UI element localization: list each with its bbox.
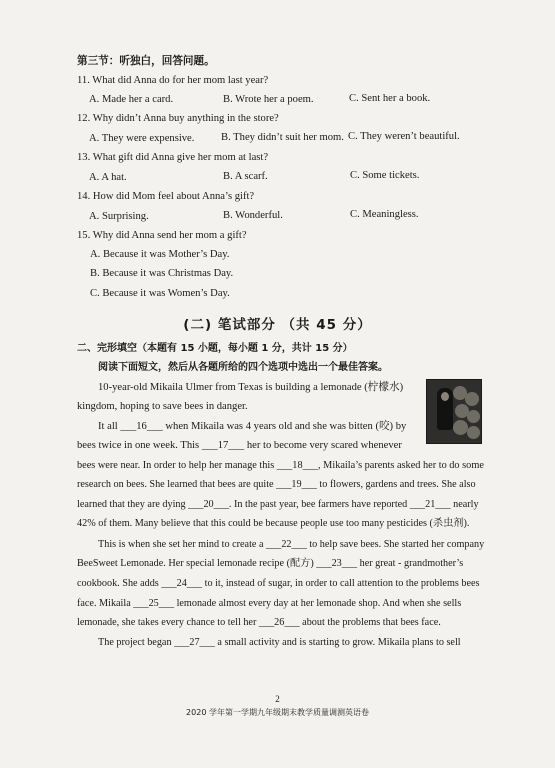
q12-option-a: A. They were expensive.: [89, 133, 195, 144]
lemonade-girl-photo: [426, 379, 482, 444]
passage-line: It all ___16___ when Mikaila was 4 years old and she was bitten (咬) by: [98, 421, 407, 432]
passage-line: face. Mikaila ___25___ lemonade almost every day at her lemonade shop. And when she sells: [77, 598, 462, 609]
q15-option-c: C. Because it was Women’s Day.: [90, 288, 230, 299]
passage-line: lemonade, she takes every chance to tell her ___26___ about the problems that bees face.: [77, 617, 441, 628]
page-number: 2: [275, 694, 280, 704]
q14-option-b: B. Wonderful.: [223, 210, 283, 221]
q13-option-b: B. A scarf.: [223, 171, 268, 182]
q11-option-a: A. Made her a card.: [89, 94, 174, 105]
question-11: 11. What did Anna do for her mom last year?: [77, 75, 269, 86]
cloze-instruction: 阅读下面短文，然后从各题所给的四个选项中选出一个最佳答案。: [98, 362, 388, 373]
written-section-title: (二) 笔试部分 （共 45 分）: [183, 317, 372, 333]
q13-option-a: A. A hat.: [89, 172, 127, 183]
passage-line: learned that they are dying ___20___. In the past year, bee farmers have reported ___21___ nearly: [77, 499, 479, 510]
q14-option-a: A. Surprising.: [89, 211, 149, 222]
q12-option-c: C. They weren’t beautiful.: [348, 131, 460, 142]
passage-line: The project began ___27___ a small activity and is starting to grow. Mikaila plans to sell: [98, 637, 461, 648]
q11-option-b: B. Wrote her a poem.: [223, 94, 314, 105]
passage-line: cookbook. She adds ___24___ to it, instead of sugar, in order to call attention to the problems bees: [77, 578, 480, 589]
cloze-heading: 二、完形填空（本题有 15 小题，每小题 1 分，共计 15 分）: [77, 343, 353, 354]
q15-option-a: A. Because it was Mother’s Day.: [90, 249, 230, 260]
question-13: 13. What gift did Anna give her mom at last?: [77, 152, 269, 163]
passage-line: bees were near. In order to help her manage this ___18___, Mikaila’s parents asked her to do some: [77, 460, 484, 471]
passage-line: kingdom, hoping to save bees in danger.: [77, 401, 248, 412]
passage-line: 10-year-old Mikaila Ulmer from Texas is building a lemonade (柠檬水): [98, 382, 404, 393]
question-14: 14. How did Mom feel about Anna’s gift?: [77, 191, 255, 202]
passage-line: bees twice in one week. This ___17___ her to become very scared whenever: [77, 440, 402, 451]
passage-line: This is when she set her mind to create a ___22___ to help save bees. She started her company: [98, 539, 485, 550]
q14-option-c: C. Meaningless.: [350, 209, 419, 220]
q12-option-b: B. They didn’t suit her mom.: [221, 132, 344, 143]
exam-caption: 2020 学年第一学期九年级期末教学质量调测英语卷: [186, 708, 369, 717]
passage-line: BeeSweet Lemonade. Her special lemonade recipe (配方) ___23___ her great - grandmother’s: [77, 558, 464, 569]
q13-option-c: C. Some tickets.: [350, 170, 420, 181]
q15-option-b: B. Because it was Christmas Day.: [90, 268, 234, 279]
listening-heading: 第三节：听独白，回答问题。: [77, 55, 215, 67]
question-15: 15. Why did Anna send her mom a gift?: [77, 230, 247, 241]
passage-line: research on bees. She learned that bees are quite ___19___ to flowers, gardens and trees. She also: [77, 479, 476, 490]
q11-option-c: C. Sent her a book.: [349, 93, 431, 104]
passage-line: 42% of them. Many believe that this could be because people use too many pesticides (杀虫剂).: [77, 518, 470, 529]
question-12: 12. Why didn’t Anna buy anything in the store?: [77, 113, 279, 124]
